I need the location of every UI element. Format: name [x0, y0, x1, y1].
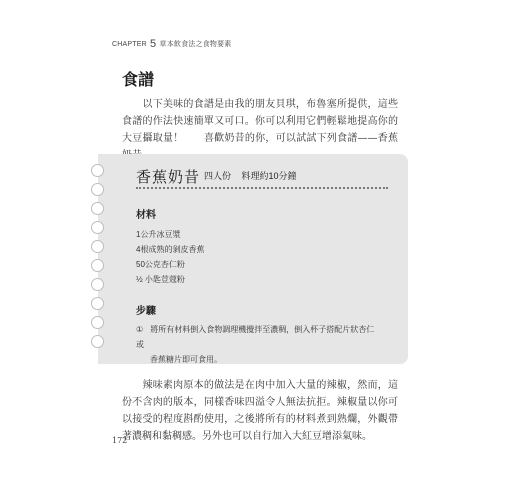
chapter-prefix: CHAPTER — [112, 41, 147, 48]
binder-hole-icon — [91, 183, 104, 196]
steps-heading: 步驟 — [136, 306, 156, 317]
running-header — [112, 38, 232, 50]
chapter-title: 草本飲食法之食物要素 — [159, 41, 232, 48]
step-text-line1: 將所有材料倒入食物調理機攪拌至濃稠，倒入杯子搭配片狀杏仁或 — [136, 325, 375, 349]
ingredient-item: 1公升冰豆漿 — [136, 230, 181, 239]
step-item — [136, 322, 376, 367]
binder-hole-icon — [91, 202, 104, 215]
page-number: 172 — [112, 436, 128, 445]
ingredient-item: 4根成熟的剝皮香蕉 — [136, 245, 205, 254]
recipe-time: 料理約10分鐘 — [241, 171, 297, 181]
ingredients-heading: 材料 — [136, 210, 156, 221]
recipe-title: 香蕉奶昔 — [136, 168, 201, 186]
step-text-line2: 香蕉糖片即可食用。 — [150, 355, 222, 364]
ingredient-item: 50公克杏仁粉 — [136, 260, 185, 269]
binder-hole-icon — [91, 278, 104, 291]
ingredients-list — [136, 227, 204, 287]
recipe-meta — [204, 169, 305, 182]
chapter-number: 5 — [150, 38, 157, 50]
binder-hole-icon — [91, 221, 104, 234]
binder-hole-icon — [91, 335, 104, 348]
binder-holes — [91, 164, 105, 354]
intro-paragraph: 以下美味的食譜是由我的朋友貝琪，布魯塞所提供，這些食譜的作法快速簡單又可口。你可以利用它們輕鬆地提高你的大豆攝取量！ 喜歡奶昔的你，可以試試下列食譜——香蕉 — [122, 99, 398, 144]
binder-hole-icon — [91, 240, 104, 253]
step-number: ① — [136, 325, 144, 334]
recipe-card — [98, 154, 408, 364]
dotted-divider — [136, 187, 388, 189]
ingredient-item: ½ 小匙荳蔻粉 — [136, 275, 185, 284]
binder-hole-icon — [91, 259, 104, 272]
binder-hole-icon — [91, 297, 104, 310]
binder-hole-icon — [91, 316, 104, 329]
recipe-servings: 四人份 — [204, 171, 232, 181]
second-paragraph: 辣味素肉原本的做法是在肉中加入大量的辣椒，然而，這份不含肉的版本，同樣香味四溢令人無法抗拒。辣椒量以你可以接受的程度斟酌使用，之後將所有的材料煮到熟爛，外觀帶著濃稠和黏稠感。另外也可以自行加入大紅豆增添氣味。 — [122, 380, 398, 442]
binder-hole-icon — [91, 164, 104, 177]
section-title: 食譜 — [122, 70, 155, 89]
